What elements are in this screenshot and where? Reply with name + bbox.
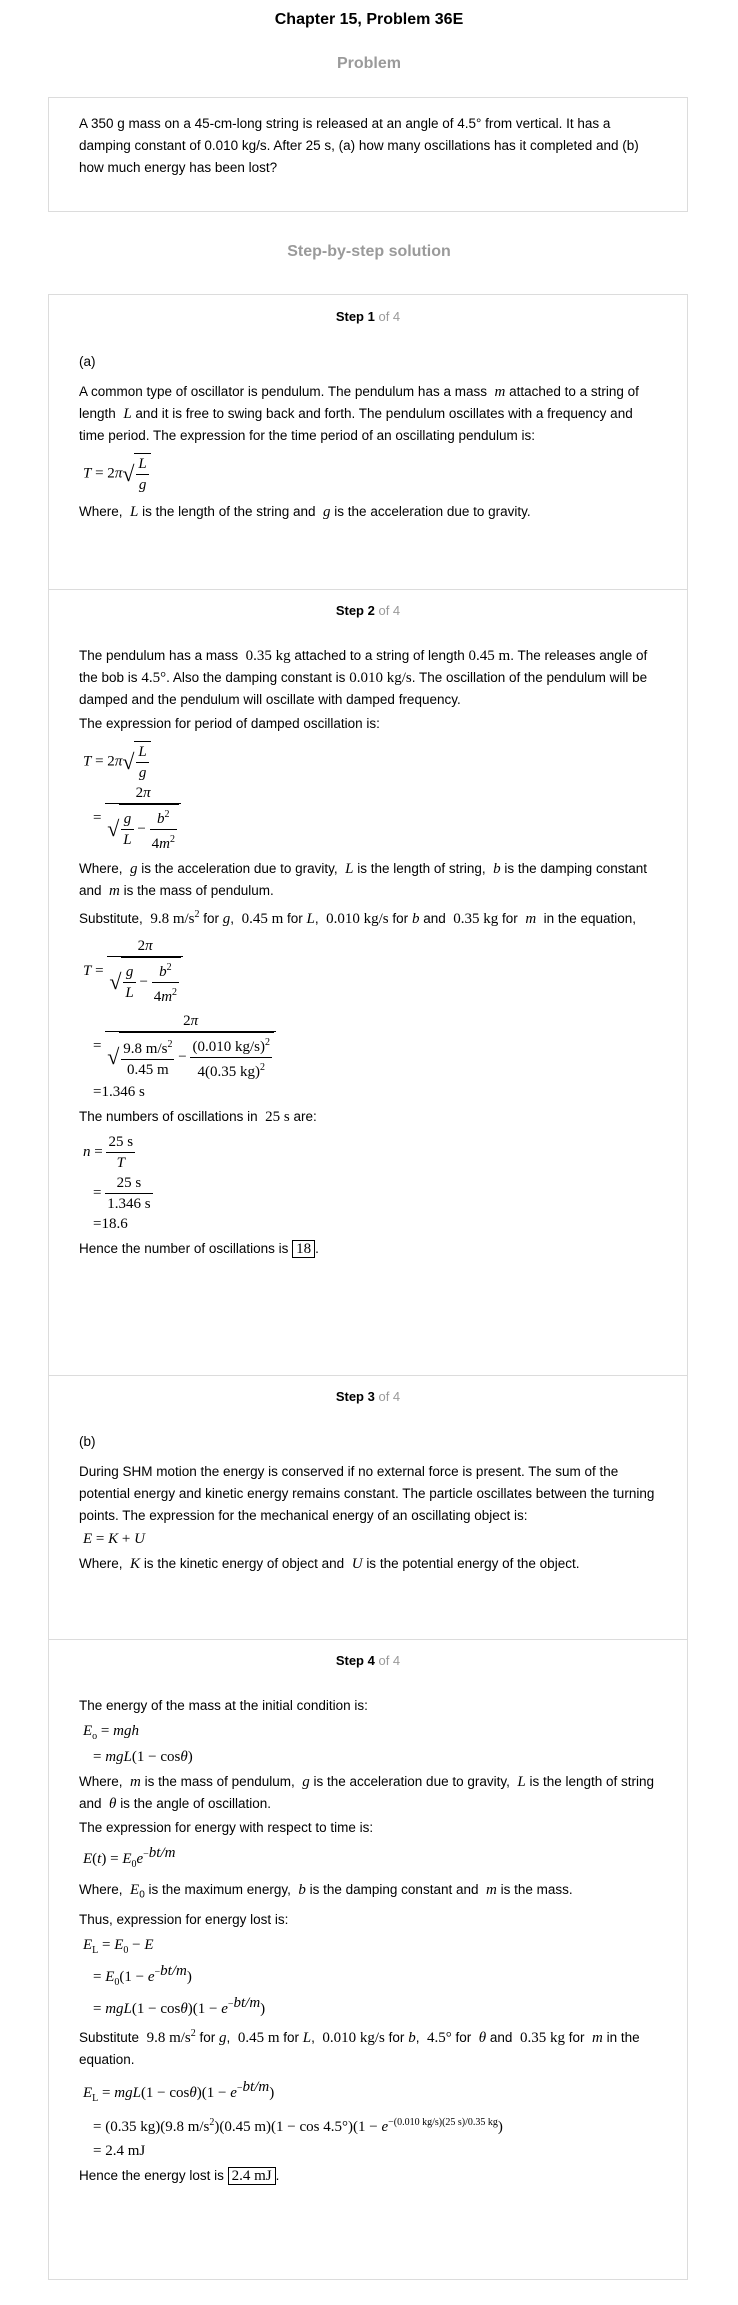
where-line: Where, m is the mass of pendulum, g is the acceleration due to gravity, L is the length of string and θ is the angle of oscillation. xyxy=(79,1774,655,1812)
step-2 xyxy=(49,589,687,1376)
substitute-line: Substitute, 9.8 $m/s^2$ for g, 0.45 m for L, 0.010 kg/s for b and 0.35 kg for m in the equation, xyxy=(79,909,636,927)
problem-box xyxy=(48,97,688,212)
paragraph: During SHM motion the energy is conserved if no external force is present. The sum of the potential energy and kinetic energy remains constant. The particle oscillates between the turning points. The expression for the mechanical energy of an oscillating object is: xyxy=(79,1464,655,1523)
answer-box: 2.4 mJ xyxy=(228,2167,276,2185)
paragraph: A common type of oscillator is pendulum. The pendulum has a mass m attached to a string of length L and it is free to swing back and forth. The pendulum oscillates with a frequency and time period. The expression for the time period of an oscillating pendulum is: xyxy=(79,384,639,443)
step-count: of 4 xyxy=(378,1653,401,1668)
oscillations-result: =18.6 xyxy=(93,1216,128,1232)
where-line: Where, $E_0$ is the maximum energy, b is the damping constant and m is the mass. xyxy=(79,1882,573,1901)
step-1-content xyxy=(79,351,657,525)
step-1 xyxy=(49,295,687,590)
paragraph: Thus, expression for energy lost is: xyxy=(79,1911,289,1927)
answer-line: Hence the number of oscillations is 18 . xyxy=(79,1241,319,1257)
equation-energy-lost-substituted: $E_L = mgL(1 - \cos\theta)(1 - e^{-bt/m})$ = (0.35 kg)(9.8 $m/s^2)(0.45$ $m)(1 - \cos 4.5^\circ)(1 - e^{-(0.010 kg/s)(25 s)/0.35 kg})$ = 2.4 mJ xyxy=(83,2077,657,2161)
step-4-content xyxy=(79,1695,657,2189)
problem-heading: Problem xyxy=(336,55,401,72)
equation-energy-time: $E(t) = E_0e^{-bt/m}$ xyxy=(83,1845,176,1870)
equation-period: T = 2π√ $\frac{L}{g}$ xyxy=(83,453,657,495)
step-4-header xyxy=(49,1653,687,1668)
equation-energy: E = K + U xyxy=(83,1531,145,1547)
step-4 xyxy=(49,1639,687,2281)
step-count: of 4 xyxy=(378,603,401,618)
solution-heading: Step-by-step solution xyxy=(287,243,451,260)
equation-period-substituted: T = 2π √ $\frac{g}{L}$ − $\frac{b^2}{4m^2}$ = 2π √ $\frac{9.8 m/s^2}{0.45 m}$ − $\frac{(0.010 kg/s)^2}{4(0.35 kg)^2}$ =1.346 s xyxy=(83,936,657,1102)
equation-damped-period: T = 2π√ $\frac{L}{g}$ = 2π √ $\frac{g}{L}$ − $\frac{b^2}{4m^2}$ xyxy=(83,741,657,854)
part-label: (b) xyxy=(79,1434,96,1449)
step-label: Step 2 xyxy=(335,603,375,618)
answer-line: Hence the energy lost is 2.4 mJ . xyxy=(79,2167,280,2184)
problem-text: A 350 g mass on a 45-cm-long string is released at an angle of 4.5° from vertical. It has a damping constant of 0.010 kg/s. After 25 s, (a) how many oscillations has it completed and (b) how much energy has been lost? xyxy=(79,116,639,175)
paragraph: The pendulum has a mass 0.35 kg attached to a string of length 0.45 m. The releases angle of the bob is 4.5°. Also the damping constant is 0.010 kg/s. The oscillation of the pendulum will be damped and the pendulum will oscillate with damped frequency. xyxy=(79,648,648,707)
step-3 xyxy=(49,1375,687,1640)
energy-result: = 2.4 mJ xyxy=(93,2142,146,2159)
step-label: Step 1 xyxy=(335,309,375,324)
equation-oscillations: n = $\frac{25 s}{T}$ = $\frac{25 s}{1.346 s}$ =18.6 xyxy=(83,1132,657,1234)
where-line: Where, K is the kinetic energy of object and U is the potential energy of the object. xyxy=(79,1556,580,1572)
substitute-line: Substitute 9.8 $m/s^2$ for g, 0.45 m for L, 0.010 kg/s for b, 4.5° for θ and 0.35 kg for m in the equation. xyxy=(79,2027,640,2067)
step-count: of 4 xyxy=(378,1389,401,1404)
step-label: Step 3 xyxy=(335,1389,375,1404)
oscillations-line: The numbers of oscillations in 25 s are: xyxy=(79,1109,317,1125)
step-2-content xyxy=(79,645,657,1262)
where-line: Where, g is the acceleration due to gravity, L is the length of string, b is the damping constant and m is the mass of pendulum. xyxy=(79,861,647,899)
step-1-header xyxy=(49,309,687,324)
step-3-content xyxy=(79,1431,657,1577)
equation-energy-lost: $E_L = E_0 - E$ = $E_0(1 - e^{-bt/m})$ = $mgL(1 - \cos\theta)(1 - e^{-bt/m})$ xyxy=(83,1936,266,2017)
step-count: of 4 xyxy=(378,309,401,324)
paragraph: The expression for period of damped oscillation is: xyxy=(79,716,380,731)
period-result: =1.346 s xyxy=(93,1084,145,1100)
equation-initial-energy: $E_o$ = mgh = mgL(1 − cosθ) xyxy=(83,1723,193,1765)
part-label: (a) xyxy=(79,354,96,369)
paragraph: The expression for energy with respect to time is: xyxy=(79,1820,374,1835)
where-line: Where, L is the length of the string and g is the acceleration due to gravity. xyxy=(79,504,531,520)
answer-box: 18 xyxy=(292,1240,315,1258)
paragraph: The energy of the mass at the initial condition is: xyxy=(79,1698,368,1713)
solution-box xyxy=(48,294,688,2280)
page-title: Chapter 15, Problem 36E xyxy=(274,11,464,28)
step-2-header xyxy=(49,603,687,618)
step-3-header xyxy=(49,1389,687,1404)
step-label: Step 4 xyxy=(335,1653,375,1668)
